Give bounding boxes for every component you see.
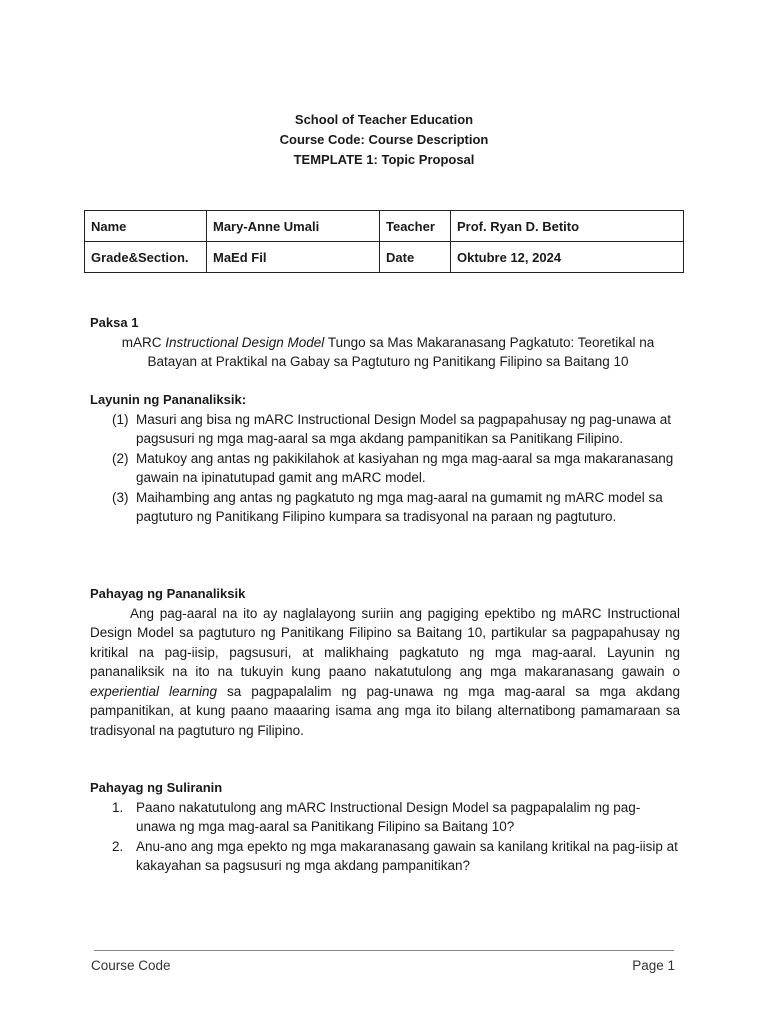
list-item-number: (1) xyxy=(112,411,129,427)
table-row xyxy=(85,211,684,242)
problem-list xyxy=(90,798,680,876)
statement-text-italic: experiential learning xyxy=(90,683,218,699)
list-item xyxy=(90,488,680,527)
course-line: Course Code: Course Description xyxy=(279,132,489,147)
list-item-number: 2. xyxy=(112,838,124,854)
template-title: TEMPLATE 1: Topic Proposal xyxy=(293,152,475,167)
statement-text-pre: Ang pag-aaral na ito ay naglalayong suriin ang pagiging epektibo ng mARC Instructional Design Model sa pagtuturo ng Panitikang Filipino sa Baitang 10, partikular sa pagpapahusay ng kritikal na pag-iisip, pagsusuri, at malikhaing pagkatuto ng mga mag-aaral. Layunin ng pananaliksik na ito na tukuyin kung paano nakatutulong ang mga makaranasang gawain o xyxy=(90,605,680,679)
list-item-number: (2) xyxy=(112,450,129,466)
statement-heading: Pahayag ng Pananaliksik xyxy=(90,586,246,601)
teacher-label: Teacher xyxy=(380,211,451,242)
topic-title-italic: Instructional Design Model xyxy=(165,334,325,350)
list-item-number: (3) xyxy=(112,489,129,505)
objectives-section xyxy=(90,390,680,527)
list-item xyxy=(90,837,680,876)
school-name: School of Teacher Education xyxy=(294,112,474,127)
topic-section xyxy=(90,313,680,372)
teacher-value: Prof. Ryan D. Betito xyxy=(451,211,684,242)
list-item-number: 1. xyxy=(112,799,124,815)
problem-heading: Pahayag ng Suliranin xyxy=(90,780,223,795)
objectives-heading: Layunin ng Pananaliksik: xyxy=(90,392,247,407)
topic-title-pre: mARC xyxy=(121,334,166,350)
statement-section xyxy=(90,584,680,740)
grade-section-value: MaEd Fil xyxy=(207,242,380,273)
topic-title xyxy=(90,333,680,372)
problem-section xyxy=(90,778,680,876)
info-table xyxy=(84,210,684,273)
topic-heading: Paksa 1 xyxy=(90,315,139,330)
name-value: Mary-Anne Umali xyxy=(207,211,380,242)
list-item-text: Anu-ano ang mga epekto ng mga makaranasang gawain sa kanilang kritikal na pag-iisip at kakayahan sa pagsusuri ng mga akdang pampanitikan? xyxy=(136,838,678,873)
document-header xyxy=(0,110,768,170)
footer-page-number: Page 1 xyxy=(632,958,675,973)
statement-paragraph xyxy=(90,604,680,741)
topic-title-post: Tungo sa Mas Makaranasang Pagkatuto: Teoretikal na Batayan at Praktikal na Gabay sa Pagtuturo ng Panitikang Filipino sa Baitang 10 xyxy=(147,334,655,369)
list-item-text: Masuri ang bisa ng mARC Instructional Design Model sa pagpapahusay ng pag-unawa at pagsusuri ng mga mag-aaral sa mga akdang pampanitikan sa Panitikang Filipino. xyxy=(136,411,672,446)
list-item-text: Paano nakatutulong ang mARC Instructional Design Model sa pagpapalalim ng pag-unawa ng mga mag-aaral sa Panitikang Filipino sa Baitang 10? xyxy=(136,799,641,834)
statement-text-post: sa pagpapalalim ng pag-unawa ng mga mag-aaral sa mga akdang pampanitikan, at kung paano maaaring isama ang mga ito bilang alternatibong pamamaraan sa tradisyonal na pagtuturo ng Filipino. xyxy=(90,683,680,738)
list-item-text: Matukoy ang antas ng pakikilahok at kasiyahan ng mga mag-aaral sa mga makaranasang gawain na ipinatutupad gamit ang mARC model. xyxy=(136,450,674,485)
date-label: Date xyxy=(380,242,451,273)
footer-course-code: Course Code xyxy=(91,958,171,973)
table-row xyxy=(85,242,684,273)
grade-section-label: Grade&Section. xyxy=(85,242,207,273)
list-item xyxy=(90,798,680,837)
objectives-list xyxy=(90,410,680,527)
date-value: Oktubre 12, 2024 xyxy=(451,242,684,273)
footer-divider xyxy=(94,950,674,951)
name-label: Name xyxy=(85,211,207,242)
list-item-text: Maihambing ang antas ng pagkatuto ng mga mag-aaral na gumamit ng mARC model sa pagtuturo ng Panitikang Filipino kumpara sa tradisyonal na paraan ng pagtuturo. xyxy=(136,489,663,524)
list-item xyxy=(90,410,680,449)
list-item xyxy=(90,449,680,488)
